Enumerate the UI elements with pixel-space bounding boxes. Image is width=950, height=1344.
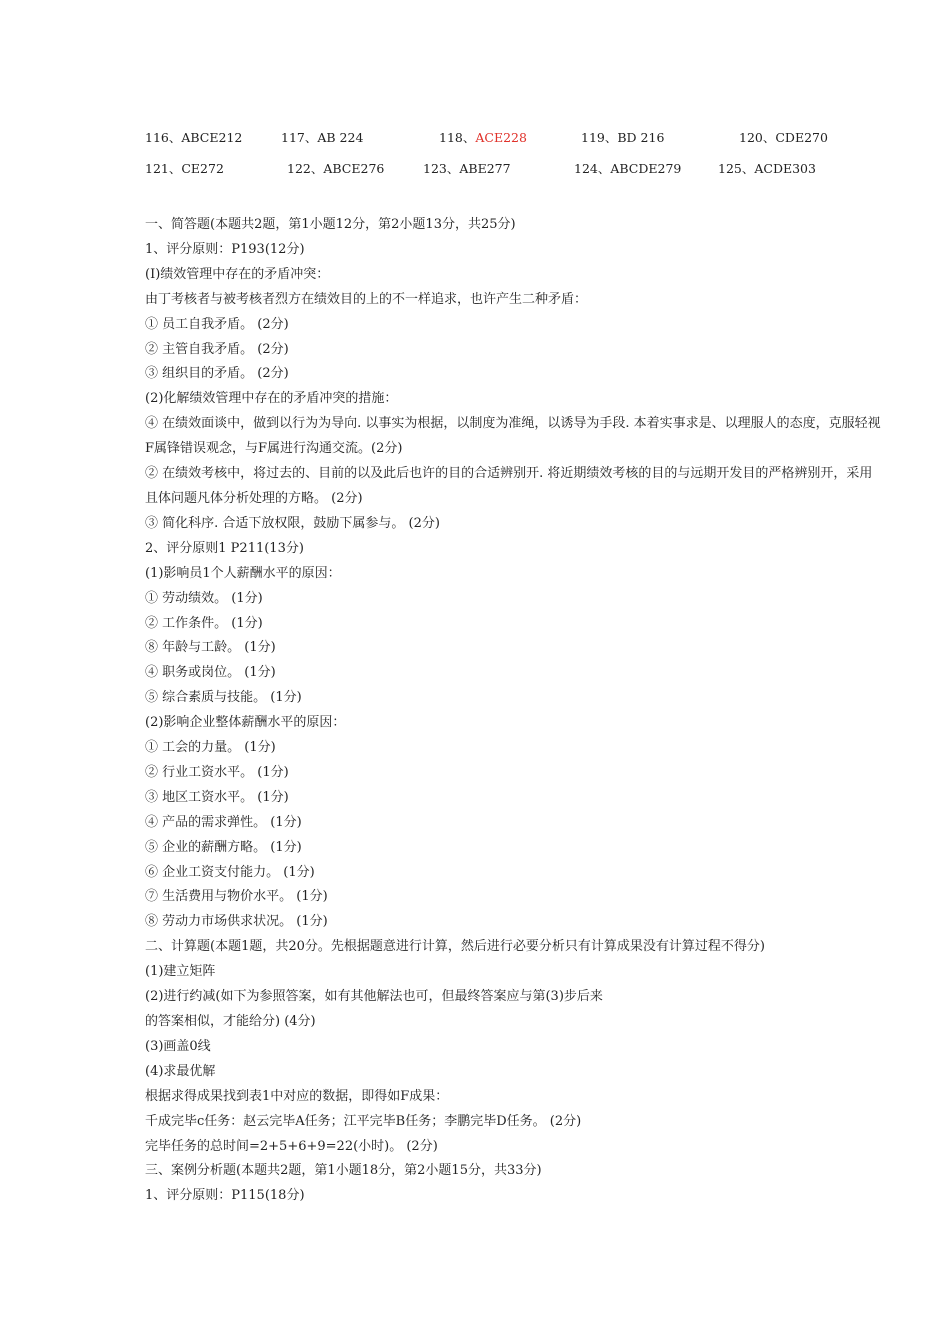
- subheading: (2)影响企业整体薪酬水平的原因：: [145, 715, 346, 731]
- paragraph: 千成完毕c任务：赵云完毕A任务；江平完毕B任务；李鹏完毕D任务。 (2分): [145, 1113, 582, 1129]
- list-item: ① 工会的力量。 (1分): [145, 740, 276, 756]
- paragraph: 由丁考核者与被考核者烈方在绩效目的上的不一样追求，也许产生二种矛盾：: [145, 291, 588, 307]
- answer-item: [281, 128, 363, 146]
- answer-key: [145, 128, 905, 190]
- answer-value-highlighted: ACE228: [475, 130, 527, 145]
- answer-item: [718, 159, 816, 177]
- list-item: ② 主管自我矛盾。 (2分): [145, 341, 289, 357]
- answer-item: [145, 159, 224, 177]
- grading-principle: 1、评分原则：P115(18分): [145, 1188, 305, 1204]
- answer-value: AB 224: [317, 130, 364, 145]
- list-item: ② 行业工资水平。 (1分): [145, 764, 289, 780]
- grading-principle: 2、评分原则1 P211(13分): [145, 540, 304, 556]
- grading-principle: 1、评分原则：P193(12分): [145, 241, 305, 257]
- question-number: 123、: [423, 161, 460, 176]
- answer-item: [574, 159, 681, 177]
- question-number: 118、: [439, 130, 476, 145]
- answer-item: [439, 128, 527, 146]
- section-heading: 一、简答题(本题共2题，第1小题12分，第2小题13分，共25分): [145, 217, 516, 232]
- question-number: 119、: [581, 130, 618, 145]
- list-item: ③ 简化科序. 合适下放权限，鼓励下属参与。 (2分): [145, 515, 440, 531]
- question-number: 116、: [145, 130, 182, 145]
- answer-item: [145, 128, 242, 146]
- list-item: ① 劳动绩效。 (1分): [145, 590, 263, 606]
- step-item: (1)建立矩阵: [145, 964, 216, 980]
- answer-row-2: [145, 159, 905, 190]
- section-heading: 二、计算题(本题1题，共20分。先根据题意进行计算，然后进行必要分析只有计算成果没有计算过程不得分): [145, 939, 765, 955]
- answer-value: ABCDE279: [610, 161, 682, 176]
- question-number: 124、: [574, 161, 611, 176]
- answer-item: [739, 128, 828, 146]
- answer-value: CDE270: [775, 130, 828, 145]
- paragraph: 根据求得成果找到表1中对应的数据，即得如F成果：: [145, 1088, 449, 1104]
- answer-value: CE272: [181, 161, 224, 176]
- step-item: (4)求最优解: [145, 1063, 216, 1079]
- subheading: (2)化解绩效管理中存在的矛盾冲突的措施：: [145, 391, 398, 407]
- answer-item: [423, 159, 511, 177]
- list-item: ⑦ 生活费用与物价水平。 (1分): [145, 889, 328, 905]
- subheading: (I)绩效管理中存在的矛盾冲突：: [145, 266, 330, 282]
- list-item: ⑧ 年龄与工龄。 (1分): [145, 640, 276, 656]
- list-item: ⑤ 综合素质与技能。 (1分): [145, 690, 302, 706]
- list-item: ④ 职务或岗位。 (1分): [145, 665, 276, 681]
- step-item: (2)进行约减(如下为参照答案，如有其他解法也可，但最终答案应与第(3)步后来: [145, 989, 603, 1005]
- answer-body: [145, 213, 885, 1209]
- question-number: 125、: [718, 161, 755, 176]
- list-item: ③ 地区工资水平。 (1分): [145, 789, 289, 805]
- answer-value: BD 216: [617, 130, 665, 145]
- answer-value: ABCE276: [323, 161, 385, 176]
- list-item: ② 在绩效考核中，将过去的、目前的以及此后也许的目的合适辨别开. 将近期绩效考核的目的与远期开发目的严格辨别开，采用且体问题凡体分析处理的方略。 (2分): [145, 466, 873, 506]
- list-item: ④ 产品的需求弹性。 (1分): [145, 814, 302, 830]
- answer-row-1: [145, 128, 905, 159]
- list-item: ① 员工自我矛盾。 (2分): [145, 316, 289, 332]
- answer-value: ABCE212: [181, 130, 243, 145]
- section-heading: 三、案例分析题(本题共2题，第1小题18分，第2小题15分，共33分): [145, 1163, 542, 1179]
- list-item: ② 工作条件。 (1分): [145, 615, 263, 631]
- paragraph: 的答案相似，才能给分) (4分): [145, 1014, 316, 1029]
- subheading: (1)影响员1个人薪酬水平的原因：: [145, 565, 341, 581]
- answer-item: [581, 128, 664, 146]
- list-item: ⑤ 企业的薪酬方略。 (1分): [145, 839, 302, 855]
- paragraph: 完毕任务的总时间=2+5+6+9=22(小时)。 (2分): [145, 1138, 438, 1154]
- answer-item: [287, 159, 384, 177]
- list-item: ⑥ 企业工资支付能力。 (1分): [145, 864, 315, 880]
- answer-value: ABE277: [459, 161, 511, 176]
- question-number: 122、: [287, 161, 324, 176]
- question-number: 120、: [739, 130, 776, 145]
- answer-value: ACDE303: [754, 161, 816, 176]
- question-number: 121、: [145, 161, 182, 176]
- question-number: 117、: [281, 130, 318, 145]
- list-item: ③ 组织目的矛盾。 (2分): [145, 366, 289, 382]
- list-item: ④ 在绩效面谈中，做到以行为为导向. 以事实为根据，以制度为准绳，以诱导为手段. 本着实事求是、以理服人的态度，克服轻视F属锋错误观念，与F属进行沟通交流。(2分): [145, 416, 881, 457]
- step-item: (3)画盖0线: [145, 1038, 211, 1054]
- list-item: ⑧ 劳动力市场供求状况。 (1分): [145, 914, 328, 930]
